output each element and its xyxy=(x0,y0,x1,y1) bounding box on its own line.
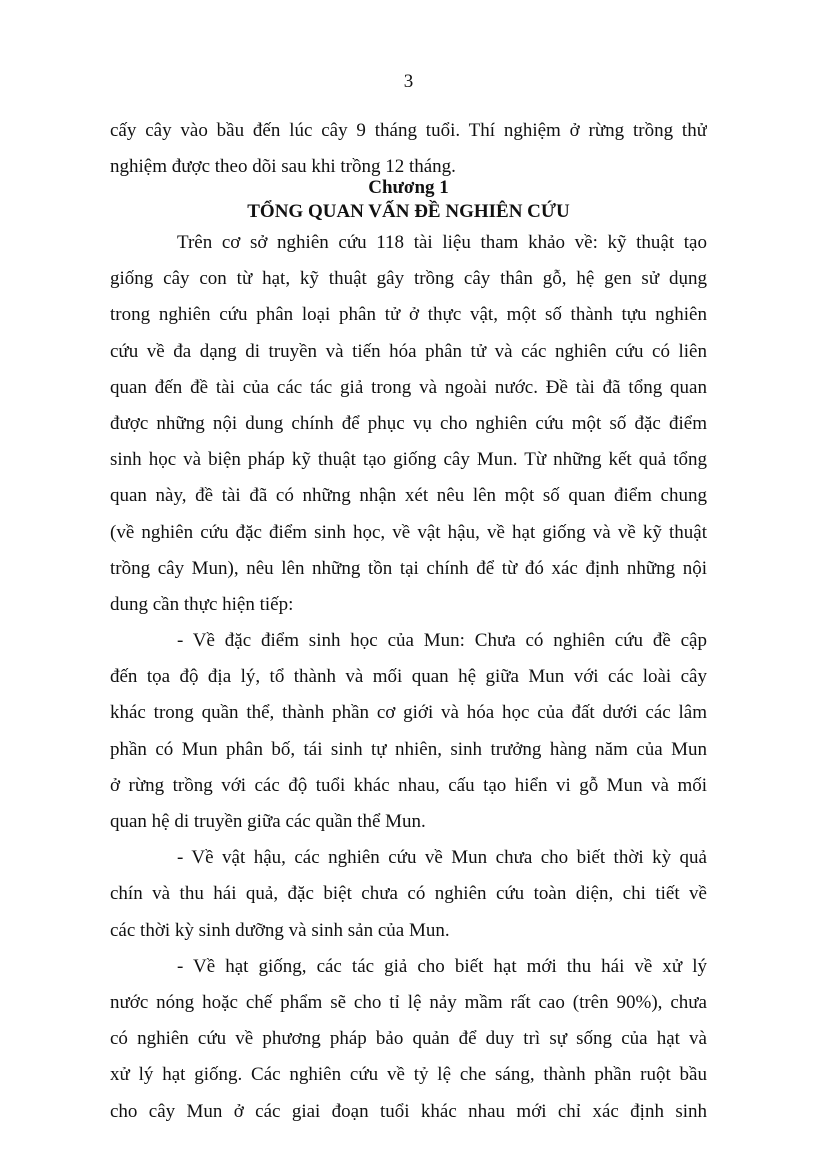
text-line: - Về hạt giống, các tác giả cho biết hạt mới thu hái về xử lý xyxy=(177,955,707,977)
text-line: Trên cơ sở nghiên cứu 118 tài liệu tham khảo về: kỹ thuật tạo xyxy=(177,232,707,253)
paragraph xyxy=(110,949,707,1130)
text-line: xử lý hạt giống. Các nghiên cứu về tỷ lệ che sáng, thành phần ruột bầu xyxy=(110,1064,707,1086)
text-line: quan đến đề tài của các tác giả trong và ngoài nước. Đề tài đã tổng quan xyxy=(110,376,707,398)
text-line: quan này, đề tài đã có những nhận xét nêu lên một số quan điểm chung xyxy=(110,485,707,507)
text-line: nước nóng hoặc chế phẩm sẽ cho tỉ lệ nảy mầm rất cao (trên 90%), chưa xyxy=(110,991,707,1013)
text-line: - Về vật hậu, các nghiên cứu về Mun chưa cho biết thời kỳ quả xyxy=(177,847,707,869)
chapter-body xyxy=(110,225,707,1130)
paragraph xyxy=(110,840,707,949)
text-line: chín và thu hái quả, đặc biệt chưa có nghiên cứu toàn diện, chi tiết về xyxy=(110,883,707,905)
text-line: dung cần thực hiện tiếp: xyxy=(110,593,294,615)
text-line: đến tọa độ địa lý, tổ thành và mối quan hệ giữa Mun với các loài cây xyxy=(110,666,707,688)
text-line: các thời kỳ sinh dưỡng và sinh sản của Mun. xyxy=(110,919,450,941)
paragraph xyxy=(110,623,707,840)
text-line: trồng cây Mun), nêu lên những tồn tại chính để từ đó xác định những nội xyxy=(110,557,707,579)
text-line: khác trong quần thể, thành phần cơ giới và hóa học của đất dưới các lâm xyxy=(110,702,707,724)
text-line: nghiệm được theo dõi sau khi trồng 12 tháng. xyxy=(110,156,456,178)
chapter-heading xyxy=(110,176,707,224)
text-line: ở rừng trồng với các độ tuổi khác nhau, cấu tạo hiển vi gỗ Mun và mối xyxy=(110,774,707,796)
page-number: 3 xyxy=(403,71,414,92)
text-line: được những nội dung chính để phục vụ cho nghiên cứu một số đặc điểm xyxy=(110,412,707,434)
text-line: trong nghiên cứu phân loại phân tử ở thực vật, một số thành tựu nghiên xyxy=(110,304,707,326)
text-line: cứu về đa dạng di truyền và tiến hóa phân tử và các nghiên cứu có liên xyxy=(110,340,707,362)
text-line: - Về đặc điểm sinh học của Mun: Chưa có nghiên cứu đề cập xyxy=(177,630,707,652)
text-line: có nghiên cứu về phương pháp bảo quản để duy trì sự sống của hạt và xyxy=(110,1028,707,1050)
chapter-label: Chương 1 xyxy=(368,177,449,198)
text-line: phần có Mun phân bố, tái sinh tự nhiên, sinh trưởng hàng năm của Mun xyxy=(110,738,707,760)
intro-text xyxy=(110,113,707,185)
chapter-title: TỔNG QUAN VẤN ĐỀ NGHIÊN CỨU xyxy=(247,201,570,222)
text-line: giống cây con từ hạt, kỹ thuật gây trồng cây thân gỗ, hệ gen sử dụng xyxy=(110,268,707,290)
text-line: cho cây Mun ở các giai đoạn tuổi khác nhau mới chỉ xác định sinh xyxy=(110,1100,707,1122)
text-line: (về nghiên cứu đặc điểm sinh học, về vật hậu, về hạt giống và về kỹ thuật xyxy=(110,521,707,543)
paragraph xyxy=(110,225,707,623)
text-line: cấy cây vào bầu đến lúc cây 9 tháng tuổi. Thí nghiệm ở rừng trồng thử xyxy=(110,120,707,141)
text-line: quan hệ di truyền giữa các quần thể Mun. xyxy=(110,811,426,832)
text-line: sinh học và biện pháp kỹ thuật tạo giống cây Mun. Từ những kết quả tổng xyxy=(110,449,707,471)
